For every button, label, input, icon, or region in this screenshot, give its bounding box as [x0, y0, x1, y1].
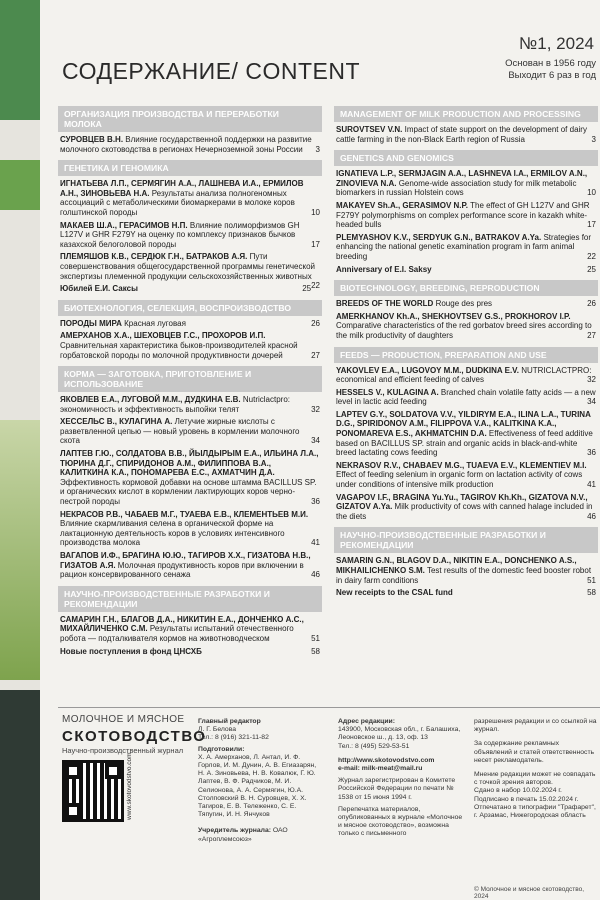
entry-page: 34 [311, 436, 320, 446]
entry-page: 41 [311, 538, 320, 548]
founded-year: Основан в 1956 году [505, 58, 596, 69]
entry-page: 36 [311, 497, 320, 507]
entry-title: Branched chain volatile fatty acids — a new level in lactic acid feeding [336, 387, 596, 407]
entry-authors: VAGAPOV I.F., BRAGINA Yu.Yu., TAGIROV Kh.Kh., GIZATOVA N.V., GIZATOV A.Ya. [336, 492, 588, 512]
entry-page: 17 [311, 239, 320, 249]
entry-title: Milk productivity of cows with canned halage included in the diets [336, 502, 593, 521]
toc-section [58, 586, 322, 656]
entry-title: Genome-wide association study for milk metabolic biomarkers in russian Holstein cows [336, 178, 577, 198]
reprint-notice: Перепечатка материалов, опубликованных в журнале «Молочное и мясное скотоводство», возможна только с письменного [338, 805, 463, 838]
entry-authors: Новые поступления в фонд ЦНСХБ [60, 646, 202, 656]
section-heading: ГЕНЕТИКА И ГЕНОМИКА [58, 160, 322, 176]
entry-authors: Юбилей Е.И. Саксы [60, 284, 138, 294]
toc-section [58, 366, 322, 580]
footer-address [338, 718, 463, 839]
toc-russian [58, 106, 322, 662]
issue-number: №1, 2024 [519, 34, 594, 53]
address: 143900, Московская обл., г. Балашиха, Леоновское ш., д. 13, оф. 13 [338, 726, 461, 742]
entry-page: 41 [587, 480, 596, 490]
logo-subtitle: Научно-производственный журнал [62, 746, 184, 755]
entry-authors: HESSELS V., KULAGINA A. [336, 387, 439, 397]
entry-title: Strategies for enhancing the national genetic examination program in farm animal breeding [336, 232, 592, 261]
entry-authors: ЯКОВЛЕВ Е.А., ЛУГОВОЙ М.М., ДУДКИНА Е.В. [60, 395, 241, 405]
entry-page: 58 [587, 588, 596, 598]
entry-page: 27 [587, 330, 596, 340]
entry-title: Влияние скармливания селена в органической форме на лактационную деятельность коров в условиях интенсивного производства молока [60, 519, 285, 548]
frequency: Выходит 6 раз в год [508, 70, 596, 81]
footer-editors [198, 718, 323, 844]
email-link[interactable]: e-mail: milk-meat@mail.ru [338, 765, 423, 773]
toc-entry[interactable] [58, 612, 322, 644]
entry-authors: СУРОВЦЕВ В.Н. [60, 135, 124, 144]
section-heading: BIOTECHNOLOGY, BREEDING, REPRODUCTION [334, 280, 598, 296]
entry-title: Сравнительная характеристика быков-производителей красной горбатовской породы по молочной продуктивности дочерей [60, 340, 298, 360]
print-info: Сдано в набор 10.02.2024 г. Подписано в печать 15.02.2024 г. Отпечатано в типографии "Трафарет", г. Арзамас, Нижегородская область [474, 787, 596, 820]
entry-authors: SUROVTSEV V.N. [336, 125, 403, 134]
toc-entry[interactable] [334, 407, 598, 458]
entry-title: Красная луговая [124, 318, 186, 328]
entry-page: 10 [587, 188, 596, 198]
entry-page: 25 [302, 284, 312, 294]
toc-entry[interactable] [58, 507, 322, 548]
toc-entry[interactable] [58, 392, 322, 414]
entry-title: Impact of state support on the development of dairy cattle farming in the non-Black Earth region of Russia [336, 125, 587, 144]
entry-authors: LAPTEV G.Y., SOLDATOVA V.V., YILDIRYM E.A., ILINA L.A., TURINA D.G., SPIRIDONOV A.M., FILIPPOVA V.A., KALITKINA K.A., PONOMAREVA E.S., AKHMATCHIN D.A. [336, 409, 591, 439]
toc-entry[interactable] [58, 176, 322, 217]
vertical-url: www.skotovodstvo.com [126, 752, 133, 820]
entry-page: 32 [587, 375, 596, 385]
entry-title: Comparative characteristics of the red gorbatov breed sires according to the milk productivity of daughters [336, 321, 592, 340]
editor-label: Главный редактор [198, 718, 261, 725]
toc-entry[interactable] [58, 414, 322, 446]
address-label: Адрес редакции: [338, 718, 395, 725]
toc-section [334, 280, 598, 340]
section-heading: БИОТЕХНОЛОГИЯ, СЕЛЕКЦИЯ, ВОСПРОИЗВОДСТВО [58, 300, 322, 316]
entry-authors: MAKAYEV Sh.A., GERASIMOV N.P. [336, 200, 469, 210]
qr-code-icon [62, 760, 124, 822]
entry-page: 32 [311, 404, 320, 414]
section-heading: НАУЧНО-ПРОИЗВОДСТВЕННЫЕ РАЗРАБОТКИ И РЕКОМЕНДАЦИИ [58, 586, 322, 612]
toc-section [334, 150, 598, 274]
entry-title: Effectiveness of feed additive based on BACILLUS SP. strain and organic acids in black-and-white breed lactating cows feeding [336, 429, 593, 458]
entry-title: The effect of GH L127V and GHR F279Y polymorphisms on complex performance score in kazakh white-headed bulls [336, 200, 590, 230]
entry-page: 46 [311, 570, 320, 580]
toc-entry[interactable] [58, 328, 322, 360]
section-heading: НАУЧНО-ПРОИЗВОДСТВЕННЫЕ РАЗРАБОТКИ И РЕКОМЕНДАЦИИ [334, 527, 598, 553]
entry-authors: YAKOVLEV E.A., LUGOVOY M.M., DUDKINA E.V. [336, 365, 519, 375]
entry-page: 26 [587, 299, 596, 309]
entry-page: 22 [311, 281, 320, 291]
entry-title: Результаты испытаний отечественного робота — подталкивателя кормов на животноводческом [60, 624, 294, 643]
entry-authors: BREEDS OF THE WORLD [336, 299, 434, 309]
toc-entry[interactable] [334, 385, 598, 407]
section-heading: ОРГАНИЗАЦИЯ ПРОИЗВОДСТВА И ПЕРЕРАБОТКИ МОЛОКА [58, 106, 322, 132]
entry-title: Effect of feeding selenium in organic form on lactation activity of cows under conditions of intensive milk production [336, 470, 583, 490]
logo-main: СКОТОВОДСТВО [62, 728, 207, 745]
toc-entry[interactable] [58, 446, 322, 507]
entry-authors: ЛАПТЕВ Г.Ю., СОЛДАТОВА В.В., ЙЫЛДЫРЫМ Е.А., ИЛЬИНА Л.А., ТЮРИНА Д.Г., СПИРИДОНОВ А.М., ФИЛИППОВА В.А., КАЛИТКИНА К.А., ПОНОМАРЕВА Е.С., АХМАТЧИН Д.А. [60, 449, 319, 478]
entry-authors: НЕКРАСОВ Р.В., ЧАБАЕВ М.Г., ТУАЕВА Е.В., КЛЕМЕНТЬЕВ М.И. [60, 509, 309, 519]
toc-entry[interactable] [334, 296, 598, 309]
founder-name: ОАО «Агроплемсоюз» [198, 827, 288, 843]
toc-entry[interactable] [58, 132, 322, 154]
entry-authors: ПЛЕМЯШОВ К.В., СЕРДЮК Г.Н., БАТРАКОВ А.Я. [60, 252, 248, 262]
entry-title: Результаты анализа полногеномных ассоциаций с метаболическими биомаркерами в молоке коров голштинской породы [60, 188, 295, 217]
entry-page: 36 [587, 448, 596, 458]
toc-entry[interactable] [334, 458, 598, 490]
toc-entry[interactable] [58, 548, 322, 580]
editor-name: Л. Г. Белова [198, 726, 237, 734]
entry-page: 10 [311, 207, 320, 217]
editor-phone: Тел.: 8 (916) 321-11-82 [198, 734, 269, 742]
prep-label: Подготовили: [198, 745, 245, 753]
entry-authors: АМЕРХАНОВ Х.А., ШЕХОВЦЕВ Г.С., ПРОХОРОВ И.П. [60, 331, 266, 341]
entry-title: Летучие жирные кислоты с разветвленной цепью — новый уровень в кормлении молочного скота [60, 417, 300, 446]
entry-page: 25 [587, 264, 596, 274]
entry-authors: PLEMYASHOV K.V., SERDYUK G.N., BATRAKOV A.Ya. [336, 232, 542, 242]
section-heading: FEEDS — PRODUCTION, PREPARATION AND USE [334, 347, 598, 363]
entry-title: Rouge des pres [435, 299, 493, 309]
entry-page: 3 [315, 144, 320, 154]
logo-top: МОЛОЧНОЕ И МЯСНОЕ [62, 714, 185, 725]
entry-authors: Anniversary of E.I. Saksy [336, 264, 432, 274]
entry-page: 58 [311, 646, 320, 656]
entry-title: Влияние государственной поддержки на развитие молочного скотоводства в регионах Нечерноземной зоны России [60, 135, 312, 154]
section-heading: MANAGEMENT OF MILK PRODUCTION AND PROCESSING [334, 106, 598, 122]
entry-authors: ВАГАПОВ И.Ф., БРАГИНА Ю.Ю., ТАГИРОВ Х.Х., ГИЗАТОВА Н.В., ГИЗАТОВ А.Я. [60, 551, 311, 570]
reprint-cont: разрешения редакции и со ссылкой на журнал. [474, 718, 597, 734]
toc-section [58, 160, 322, 294]
entry-page: 26 [311, 318, 320, 328]
section-heading: КОРМА — ЗАГОТОВКА, ПРИГОТОВЛЕНИЕ И ИСПОЛЬЗОВАНИЕ [58, 366, 322, 392]
entry-page: 46 [587, 511, 596, 521]
prep-names: Х. А. Амерханов, Л. Антал, И. Ф. Горлов, И. М. Дунин, А. В. Егиазарян, Н. А. Зиновьева, Н. В. Ковалюк, Г. Ю. Лаптев, В. Ф. Радчиков, М. И. Селионова, А. А. Сермягин, Ю.А. Столповский В. Н. Суровцев, Х. Х. Тагиров, Е. В. Тележенко, С. Е. Тяпугин, И. Н. Янчуков [198, 753, 317, 819]
toc-entry[interactable] [334, 262, 598, 275]
entry-authors: SAMARIN G.N., BLAGOV D.A., NIKITIN E.A., DONCHENKO A.S., MIKHAILICHENKO S.M. [336, 556, 577, 575]
entry-authors: ИГНАТЬЕВА Л.П., СЕРМЯГИН А.А., ЛАШНЕВА И.А., ЕРМИЛОВ А.Н., ЗИНОВЬЕВА Н.А. [60, 179, 304, 198]
entry-authors: AMERKHANOV Kh.A., SHEKHOVTSEV G.S., PROKHOROV I.P. [336, 311, 571, 321]
entry-page: 3 [591, 134, 596, 144]
toc-section [334, 106, 598, 144]
entry-page: 34 [587, 397, 596, 407]
opinion-notice: Мнение редакции может не совпадать с точкой зрения авторов. [474, 771, 596, 787]
founder-label: Учредитель журнала: [198, 827, 272, 835]
entry-page: 51 [311, 633, 320, 643]
entry-page: 27 [311, 350, 320, 360]
toc-section [334, 527, 598, 597]
toc-entry[interactable] [334, 198, 598, 230]
toc-entry[interactable] [58, 281, 322, 294]
entry-title: Пути совершенствования общегосударственной программы генетической экспертизы племенной продукции сельскохозяйственных животных [60, 252, 315, 281]
entry-authors: New receipts to the CSAL fund [336, 588, 453, 598]
entry-page: 17 [587, 220, 596, 230]
site-link[interactable]: http://www.skotovodstvo.com [338, 756, 435, 764]
entry-authors: IGNATIEVA L.P., SERMJAGIN A.A., LASHNEVA I.A., ERMILOV A.N., ZINOVIEVA N.A. [336, 169, 588, 188]
ads-notice: За содержание рекламных объявлений и статей ответственность несет рекламодатель. [474, 740, 595, 764]
toc-entry[interactable] [58, 316, 322, 329]
toc-entry[interactable] [334, 166, 598, 198]
page-title: СОДЕРЖАНИЕ/ CONTENT [62, 58, 360, 84]
toc-section [58, 300, 322, 360]
entry-title: Влияние полиморфизмов GH L127V и GHR F279Y на оценку по комплексу признаков бычков казахской белоголовой породы [60, 220, 300, 249]
footer-notes [474, 718, 598, 820]
toc-english [334, 106, 598, 604]
entry-authors: NEKRASOV R.V., CHABAEV M.G., TUAEVA E.V., KLEMENTIEV M.I. [336, 460, 587, 470]
founded-info [505, 58, 596, 82]
entry-authors: ХЕССЕЛЬС В., КУЛАГИНА А. [60, 417, 173, 427]
toc-entry[interactable] [334, 363, 598, 385]
entry-title: Эффективность кормовой добавки на основе штамма BACILLUS SP. и органических кислот в кормлении лактирующих коров черно-пестрой породы [60, 477, 317, 507]
toc-entry[interactable] [334, 230, 598, 262]
toc-entry[interactable] [334, 585, 598, 598]
entry-page: 22 [587, 251, 596, 261]
entry-title: Молочная продуктивность коров при включении в рацион консервированного сенажа [60, 560, 304, 580]
entry-page: 51 [587, 575, 596, 585]
toc-entry[interactable] [334, 309, 598, 341]
toc-entry[interactable] [334, 553, 598, 585]
footer-divider [58, 707, 600, 708]
toc-section [334, 347, 598, 522]
entry-title: NUTRICLACTPRO: economical and efficient feeding of calves [336, 365, 592, 385]
toc-entry[interactable] [334, 122, 598, 144]
toc-entry[interactable] [58, 218, 322, 250]
entry-authors: САМАРИН Г.Н., БЛАГОВ Д.А., НИКИТИН Е.А., ДОНЧЕНКО А.С., МИХАЙЛИЧЕНКО С.М. [60, 614, 304, 634]
toc-entry[interactable] [334, 490, 598, 522]
toc-entry[interactable] [58, 644, 322, 657]
entry-authors: МАКАЕВ Ш.А., ГЕРАСИМОВ Н.П. [60, 220, 188, 230]
entry-title: Test results of the domestic feed booster robot in dairy farm conditions [336, 566, 592, 585]
address-phone: Тел.: 8 (495) 529-53-51 [338, 742, 410, 750]
toc-section [58, 106, 322, 154]
copyright: © Молочное и мясное скотоводство, 2024 [474, 886, 585, 900]
entry-title: Nutriclactpro: экономичность и эффективность выпойки телят [60, 395, 291, 414]
registration: Журнал зарегистрирован в Комитете Российской Федерации по печати № 1538 от 15 июня 1994 г. [338, 777, 456, 801]
entry-authors: ПОРОДЫ МИРА [60, 318, 122, 328]
section-heading: GENETICS AND GENOMICS [334, 150, 598, 166]
